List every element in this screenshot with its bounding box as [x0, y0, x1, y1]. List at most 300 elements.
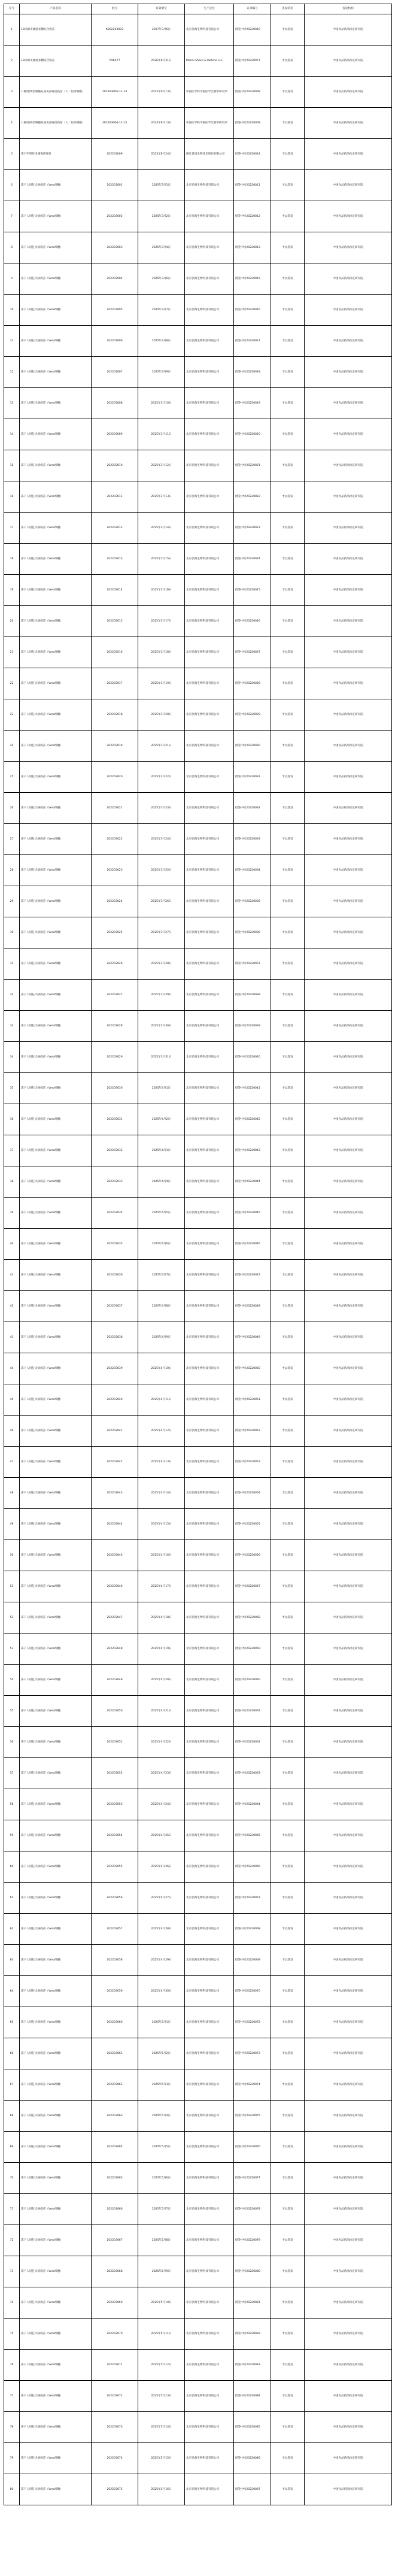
- row-index: 60: [4, 1851, 20, 1883]
- conclusion: 予以签发: [271, 1011, 305, 1042]
- certificate-number: 批签中检20220027: [234, 637, 271, 668]
- product-name: 冻干人用狂犬病疫苗（Vero细胞）: [20, 450, 92, 481]
- table-row: [4, 1384, 392, 1416]
- certificate-number: 批签中检20220039: [234, 1011, 271, 1042]
- manufacturer: 北京民海生物科技有限公司: [185, 1602, 234, 1634]
- conclusion: 予以签发: [271, 1509, 305, 1540]
- certificate-number: 批签中检20220025: [234, 575, 271, 606]
- row-index: 63: [4, 1945, 20, 1976]
- batch-number: 202203014: [92, 575, 138, 606]
- conclusion: 予以签发: [271, 1571, 305, 1602]
- manufacturer: 北京民海生物科技有限公司: [185, 1883, 234, 1914]
- expiry-date: 2025年4月9日: [138, 1322, 185, 1353]
- conclusion: 予以签发: [271, 2194, 305, 2225]
- header-conclusion: 签发结论: [271, 4, 305, 14]
- conclusion: 予以签发: [271, 2132, 305, 2163]
- expiry-date: 2025年3月17日: [138, 606, 185, 637]
- batch-number: 202203059: [92, 1976, 138, 2007]
- table-row: [4, 2101, 392, 2132]
- batch-number: 202203067: [92, 2225, 138, 2256]
- row-index: 34: [4, 1042, 20, 1073]
- batch-number: 202203032: [92, 1135, 138, 1166]
- product-name: 冻干人用狂犬病疫苗（Vero细胞）: [20, 1758, 92, 1789]
- conclusion: 予以签发: [271, 1914, 305, 1945]
- row-index: 55: [4, 1696, 20, 1727]
- row-index: 54: [4, 1665, 20, 1696]
- table-row: [4, 824, 392, 855]
- conclusion: 予以签发: [271, 1198, 305, 1229]
- row-index: 71: [4, 2194, 20, 2225]
- table-row: [4, 2412, 392, 2443]
- batch-number: 202203061: [92, 2038, 138, 2069]
- issuing-agency: 中国食品药品检定研究院: [305, 295, 392, 326]
- row-index: 33: [4, 1011, 20, 1042]
- header-product-name: 产品名称: [20, 4, 92, 14]
- table-row: [4, 1509, 392, 1540]
- certificate-number: 批签中检20220044: [234, 1166, 271, 1198]
- certificate-number: 批签中检20220074: [234, 2069, 271, 2101]
- expiry-date: 2025年4月23日: [138, 1758, 185, 1789]
- conclusion: 予以签发: [271, 886, 305, 917]
- product-name: 冻干人用狂犬病疫苗（Vero细胞）: [20, 2443, 92, 2474]
- manufacturer: 北京民海生物科技有限公司: [185, 1291, 234, 1322]
- conclusion: 予以签发: [271, 1353, 305, 1384]
- product-name: 冻干人用狂犬病疫苗（Vero细胞）: [20, 232, 92, 263]
- table-row: [4, 762, 392, 793]
- row-index: 76: [4, 2350, 20, 2381]
- issuing-agency: 中国食品药品检定研究院: [305, 1914, 392, 1945]
- product-name: 冻干人用狂犬病疫苗（Vero细胞）: [20, 1883, 92, 1914]
- product-name: 冻干人用狂犬病疫苗（Vero细胞）: [20, 1291, 92, 1322]
- row-index: 41: [4, 1260, 20, 1291]
- table-row: [4, 948, 392, 980]
- issuing-agency: 中国食品药品检定研究院: [305, 886, 392, 917]
- table-row: [4, 1353, 392, 1384]
- row-index: 72: [4, 2225, 20, 2256]
- manufacturer: 北京民海生物科技有限公司: [185, 1509, 234, 1540]
- row-index: 2: [4, 46, 20, 77]
- expiry-date: 2025年5月8日: [138, 2225, 185, 2256]
- row-index: 36: [4, 1104, 20, 1135]
- table-row: [4, 886, 392, 917]
- certificate-number: 批签中检20220038: [234, 980, 271, 1011]
- expiry-date: 2023年9月13日: [138, 77, 185, 108]
- issuing-agency: 中国食品药品检定研究院: [305, 1198, 392, 1229]
- batch-number: 202203055: [92, 1851, 138, 1883]
- product-name: 冻干人用狂犬病疫苗（Vero细胞）: [20, 2412, 92, 2443]
- row-index: 37: [4, 1135, 20, 1166]
- table-row: [4, 357, 392, 388]
- issuing-agency: 中国食品药品检定研究院: [305, 2194, 392, 2225]
- expiry-date: 2025年3月9日: [138, 357, 185, 388]
- batch-number: 202203019: [92, 731, 138, 762]
- header-expiry-date: 有效期至: [138, 4, 185, 14]
- conclusion: 予以签发: [271, 419, 305, 450]
- expiry-date: 2025年5月9日: [138, 2256, 185, 2287]
- product-name: 冻干人用狂犬病疫苗（Vero细胞）: [20, 762, 92, 793]
- manufacturer: 北京民海生物科技有限公司: [185, 1011, 234, 1042]
- row-index: 53: [4, 1634, 20, 1665]
- expiry-date: 2025年3月29日: [138, 980, 185, 1011]
- certificate-number: 批签中检20220052: [234, 1416, 271, 1447]
- conclusion: 予以签发: [271, 575, 305, 606]
- table-row: [4, 2381, 392, 2412]
- expiry-date: 2025年3月8日: [138, 326, 185, 357]
- manufacturer: 北京民海生物科技有限公司: [185, 2474, 234, 2505]
- manufacturer: Merck Sharp & Dohme LLC: [185, 46, 234, 77]
- document-page: [4, 4, 391, 2505]
- certificate-number: 批签中检20220042: [234, 1104, 271, 1135]
- table-row: [4, 46, 392, 77]
- conclusion: 予以签发: [271, 1540, 305, 1571]
- manufacturer: 北京民海生物科技有限公司: [185, 1665, 234, 1696]
- product-name: 冻干人用狂犬病疫苗（Vero细胞）: [20, 1634, 92, 1665]
- table-row: [4, 668, 392, 699]
- batch-number: 202203003: [92, 232, 138, 263]
- batch-number: 202203022: [92, 824, 138, 855]
- row-index: 15: [4, 450, 20, 481]
- batch-number: 202203009: [92, 419, 138, 450]
- manufacturer: 北京民海生物科技有限公司: [185, 1104, 234, 1135]
- conclusion: 予以签发: [271, 2163, 305, 2194]
- certificate-number: 批签中检20220061: [234, 1696, 271, 1727]
- conclusion: 予以签发: [271, 1260, 305, 1291]
- batch-number: 202203011: [92, 481, 138, 513]
- table-row: [4, 2132, 392, 2163]
- expiry-date: 2025年5月2日: [138, 2038, 185, 2069]
- product-name: 冻干人用狂犬病疫苗（Vero细胞）: [20, 170, 92, 201]
- batch-number: 202203046: [92, 1571, 138, 1602]
- issuing-agency: 中国食品药品检定研究院: [305, 1322, 392, 1353]
- table-row: [4, 1914, 392, 1945]
- manufacturer: 北京民海生物科技有限公司: [185, 637, 234, 668]
- expiry-date: 2025年3月23日: [138, 793, 185, 824]
- expiry-date: 2025年3月15日: [138, 544, 185, 575]
- manufacturer: 北京民海生物科技有限公司: [185, 575, 234, 606]
- conclusion: 予以签发: [271, 1135, 305, 1166]
- product-name: 冻干人用狂犬病疫苗（Vero细胞）: [20, 1789, 92, 1820]
- expiry-date: 2025年5月6日: [138, 2163, 185, 2194]
- batch-number: 202203038: [92, 1322, 138, 1353]
- product-name: 冻干人用狂犬病疫苗（Vero细胞）: [20, 1914, 92, 1945]
- table-row: [4, 1602, 392, 1634]
- product-name: 冻干人用狂犬病疫苗（Vero细胞）: [20, 2225, 92, 2256]
- conclusion: 予以签发: [271, 1851, 305, 1883]
- batch-number: 202203012: [92, 513, 138, 544]
- row-index: 78: [4, 2412, 20, 2443]
- row-index: 10: [4, 295, 20, 326]
- batch-number: 202203040: [92, 1384, 138, 1416]
- manufacturer: 北京民海生物科技有限公司: [185, 1945, 234, 1976]
- row-index: 67: [4, 2069, 20, 2101]
- manufacturer: 中国医学科学院医学生物学研究所: [185, 77, 234, 108]
- product-name: 13价肺炎球菌多糖结合疫苗: [20, 46, 92, 77]
- manufacturer: 北京民海生物科技有限公司: [185, 1322, 234, 1353]
- table-row: [4, 2007, 392, 2038]
- batch-number: 202203015: [92, 606, 138, 637]
- expiry-date: 2025年5月5日: [138, 2132, 185, 2163]
- batch-number: 202203029: [92, 1042, 138, 1073]
- issuing-agency: 中国食品药品检定研究院: [305, 1011, 392, 1042]
- expiry-date: 2025年3月31日: [138, 1042, 185, 1073]
- table-row: [4, 1727, 392, 1758]
- batch-number: 202203050: [92, 1696, 138, 1727]
- product-name: 冻干人用狂犬病疫苗（Vero细胞）: [20, 793, 92, 824]
- batch-number: 202203053: [92, 1789, 138, 1820]
- issuing-agency: 中国食品药品检定研究院: [305, 388, 392, 419]
- product-name: 冻干人用狂犬病疫苗（Vero细胞）: [20, 1602, 92, 1634]
- manufacturer: 北京民海生物科技有限公司: [185, 793, 234, 824]
- row-index: 45: [4, 1384, 20, 1416]
- header-manufacturer: 生产企业: [185, 4, 234, 14]
- certificate-number: 批签中检20220086: [234, 2443, 271, 2474]
- batch-number: 202203017: [92, 668, 138, 699]
- conclusion: 予以签发: [271, 388, 305, 419]
- expiry-date: 2025年4月17日: [138, 1571, 185, 1602]
- product-name: 冻干人用狂犬病疫苗（Vero细胞）: [20, 948, 92, 980]
- product-name: 冻干人用狂犬病疫苗（Vero细胞）: [20, 1509, 92, 1540]
- manufacturer: 北京民海生物科技有限公司: [185, 513, 234, 544]
- issuing-agency: 中国食品药品检定研究院: [305, 762, 392, 793]
- batch-number: 202203033: [92, 1166, 138, 1198]
- row-index: 23: [4, 699, 20, 731]
- product-name: 冻干人用狂犬病疫苗（Vero细胞）: [20, 2132, 92, 2163]
- manufacturer: 北京民海生物科技有限公司: [185, 14, 234, 46]
- row-index: 64: [4, 1976, 20, 2007]
- product-name: 冻干人用狂犬病疫苗（Vero细胞）: [20, 2163, 92, 2194]
- row-index: 24: [4, 731, 20, 762]
- table-row: [4, 793, 392, 824]
- manufacturer: 北京民海生物科技有限公司: [185, 2194, 234, 2225]
- issuing-agency: 中国食品药品检定研究院: [305, 1945, 392, 1976]
- conclusion: 予以签发: [271, 1976, 305, 2007]
- issuing-agency: 中国食品药品检定研究院: [305, 575, 392, 606]
- issuing-agency: 中国食品药品检定研究院: [305, 481, 392, 513]
- batch-number: 202203021: [92, 793, 138, 824]
- certificate-number: 批签中检20220084: [234, 2381, 271, 2412]
- table-row: [4, 2350, 392, 2381]
- manufacturer: 北京民海生物科技有限公司: [185, 2381, 234, 2412]
- certificate-number: 批签中检20220075: [234, 2101, 271, 2132]
- row-index: 46: [4, 1416, 20, 1447]
- row-index: 40: [4, 1229, 20, 1260]
- certificate-number: 批签中检20220048: [234, 1291, 271, 1322]
- expiry-date: 2023年9月13日: [138, 108, 185, 139]
- batch-number: 202203041: [92, 1416, 138, 1447]
- expiry-date: 2025年5月13日: [138, 2381, 185, 2412]
- manufacturer: 北京民海生物科技有限公司: [185, 2319, 234, 2350]
- product-name: 冻干人用狂犬病疫苗（Vero细胞）: [20, 2069, 92, 2101]
- issuing-agency: 中国食品药品检定研究院: [305, 1540, 392, 1571]
- conclusion: 予以签发: [271, 481, 305, 513]
- product-name: 冻干人用狂犬病疫苗（Vero细胞）: [20, 1166, 92, 1198]
- table-row: [4, 699, 392, 731]
- row-index: 57: [4, 1758, 20, 1789]
- product-name: 冻干人用狂犬病疫苗（Vero细胞）: [20, 1665, 92, 1696]
- table-row: [4, 855, 392, 886]
- certificate-number: 批签中检20220069: [234, 1945, 271, 1976]
- row-index: 48: [4, 1478, 20, 1509]
- certificate-number: 批签中检20220010: [234, 14, 271, 46]
- product-name: 冻干人用狂犬病疫苗（Vero细胞）: [20, 606, 92, 637]
- certificate-number: 批签中检20220033: [234, 824, 271, 855]
- manufacturer: 北京民海生物科技有限公司: [185, 2256, 234, 2287]
- conclusion: 予以签发: [271, 46, 305, 77]
- batch-number: 202203058: [92, 1945, 138, 1976]
- issuing-agency: 中国食品药品检定研究院: [305, 77, 392, 108]
- row-index: 49: [4, 1509, 20, 1540]
- row-index: 69: [4, 2132, 20, 2163]
- expiry-date: 2025年4月27日: [138, 1883, 185, 1914]
- issuing-agency: 中国食品药品检定研究院: [305, 544, 392, 575]
- product-name: 冻干人用狂犬病疫苗（Vero细胞）: [20, 295, 92, 326]
- product-name: 冻干人用狂犬病疫苗（Vero细胞）: [20, 481, 92, 513]
- manufacturer: 北京民海生物科技有限公司: [185, 1384, 234, 1416]
- expiry-date: 2025年5月16日: [138, 2474, 185, 2505]
- issuing-agency: 中国食品药品检定研究院: [305, 824, 392, 855]
- batch-release-table: [4, 4, 392, 2505]
- batch-number: 202203008: [92, 388, 138, 419]
- issuing-agency: 中国食品药品检定研究院: [305, 917, 392, 948]
- manufacturer: 北京民海生物科技有限公司: [185, 1073, 234, 1104]
- certificate-number: 批签中检20220046: [234, 1229, 271, 1260]
- certificate-number: 批签中检20220043: [234, 1135, 271, 1166]
- row-index: 75: [4, 2319, 20, 2350]
- batch-number: 202203054: [92, 1820, 138, 1851]
- conclusion: 予以签发: [271, 1789, 305, 1820]
- product-name: 冻干人用狂犬病疫苗（Vero细胞）: [20, 419, 92, 450]
- conclusion: 予以签发: [271, 1291, 305, 1322]
- certificate-number: 批签中检20220078: [234, 2194, 271, 2225]
- expiry-date: 2025年4月28日: [138, 1914, 185, 1945]
- table-row: [4, 1634, 392, 1665]
- issuing-agency: 中国食品药品检定研究院: [305, 513, 392, 544]
- batch-number: 202203007: [92, 357, 138, 388]
- conclusion: 予以签发: [271, 2319, 305, 2350]
- table-row: [4, 2287, 392, 2319]
- product-name: 冻干人用狂犬病疫苗（Vero细胞）: [20, 1976, 92, 2007]
- batch-number: 202203010: [92, 450, 138, 481]
- expiry-date: 2025年3月22日: [138, 762, 185, 793]
- issuing-agency: 中国食品药品检定研究院: [305, 699, 392, 731]
- batch-number: 202203043: [92, 1478, 138, 1509]
- batch-number: 202203071: [92, 2350, 138, 2381]
- row-index: 73: [4, 2256, 20, 2287]
- product-name: 冻干人用狂犬病疫苗（Vero细胞）: [20, 637, 92, 668]
- row-index: 5: [4, 139, 20, 170]
- table-row: [4, 1073, 392, 1104]
- manufacturer: 北京民海生物科技有限公司: [185, 1478, 234, 1509]
- product-name: 冻干人用狂犬病疫苗（Vero细胞）: [20, 513, 92, 544]
- table-row: [4, 513, 392, 544]
- row-index: 80: [4, 2474, 20, 2505]
- conclusion: 予以签发: [271, 637, 305, 668]
- expiry-date: 2026年8月31日: [138, 46, 185, 77]
- certificate-number: 批签中检20220032: [234, 793, 271, 824]
- issuing-agency: 中国食品药品检定研究院: [305, 2132, 392, 2163]
- table-row: [4, 1135, 392, 1166]
- manufacturer: 北京民海生物科技有限公司: [185, 606, 234, 637]
- expiry-date: 2025年3月10日: [138, 388, 185, 419]
- expiry-date: 2025年4月13日: [138, 1447, 185, 1478]
- manufacturer: 北京民海生物科技有限公司: [185, 1851, 234, 1883]
- conclusion: 予以签发: [271, 1384, 305, 1416]
- issuing-agency: 中国食品药品检定研究院: [305, 855, 392, 886]
- product-name: 冻干人用狂犬病疫苗（Vero细胞）: [20, 2256, 92, 2287]
- issuing-agency: 中国食品药品检定研究院: [305, 1883, 392, 1914]
- conclusion: 予以签发: [271, 606, 305, 637]
- expiry-date: 2025年5月14日: [138, 2412, 185, 2443]
- conclusion: 予以签发: [271, 2225, 305, 2256]
- issuing-agency: 中国食品药品检定研究院: [305, 46, 392, 77]
- expiry-date: 2025年3月18日: [138, 637, 185, 668]
- batch-number: 202203056: [92, 1883, 138, 1914]
- issuing-agency: 中国食品药品检定研究院: [305, 170, 392, 201]
- certificate-number: 批签中检20220045: [234, 1198, 271, 1229]
- issuing-agency: 中国食品药品检定研究院: [305, 201, 392, 232]
- issuing-agency: 中国食品药品检定研究院: [305, 1851, 392, 1883]
- row-index: 4: [4, 108, 20, 139]
- manufacturer: 北京民海生物科技有限公司: [185, 1571, 234, 1602]
- table-row: [4, 1104, 392, 1135]
- conclusion: 予以签发: [271, 1602, 305, 1634]
- issuing-agency: 中国食品药品检定研究院: [305, 1353, 392, 1384]
- batch-number: 202203066: [92, 2194, 138, 2225]
- expiry-date: 2025年4月25日: [138, 1820, 185, 1851]
- issuing-agency: 中国食品药品检定研究院: [305, 1042, 392, 1073]
- batch-number: 202203064: [92, 2132, 138, 2163]
- expiry-date: 2025年4月1日: [138, 1073, 185, 1104]
- manufacturer: 北京民海生物科技有限公司: [185, 263, 234, 295]
- issuing-agency: 中国食品药品检定研究院: [305, 1789, 392, 1820]
- table-row: [4, 388, 392, 419]
- issuing-agency: 中国食品药品检定研究院: [305, 1571, 392, 1602]
- table-row: [4, 2319, 392, 2350]
- certificate-number: 批签中检20220064: [234, 1789, 271, 1820]
- manufacturer: 北京民海生物科技有限公司: [185, 1198, 234, 1229]
- issuing-agency: 中国食品药品检定研究院: [305, 2163, 392, 2194]
- manufacturer: 北京民海生物科技有限公司: [185, 762, 234, 793]
- certificate-number: 批签中检20220036: [234, 917, 271, 948]
- table-row: [4, 326, 392, 357]
- manufacturer: 北京民海生物科技有限公司: [185, 1416, 234, 1447]
- batch-number: 202203005: [92, 295, 138, 326]
- issuing-agency: 中国食品药品检定研究院: [305, 1634, 392, 1665]
- batch-number: 202203037: [92, 1291, 138, 1322]
- manufacturer: 北京民海生物科技有限公司: [185, 357, 234, 388]
- table-row: [4, 201, 392, 232]
- conclusion: 予以签发: [271, 1104, 305, 1135]
- manufacturer: 北京民海生物科技有限公司: [185, 699, 234, 731]
- batch-number: 202203024: [92, 886, 138, 917]
- product-name: 冻干人用狂犬病疫苗（Vero细胞）: [20, 1478, 92, 1509]
- row-index: 8: [4, 232, 20, 263]
- issuing-agency: 中国食品药品检定研究院: [305, 1696, 392, 1727]
- conclusion: 予以签发: [271, 232, 305, 263]
- issuing-agency: 中国食品药品检定研究院: [305, 326, 392, 357]
- expiry-date: 2023年8月24日: [138, 139, 185, 170]
- certificate-number: 批签中检20220068: [234, 1914, 271, 1945]
- row-index: 13: [4, 388, 20, 419]
- conclusion: 予以签发: [271, 108, 305, 139]
- expiry-date: 2025年3月25日: [138, 855, 185, 886]
- batch-number: 202203004: [92, 263, 138, 295]
- table-row: [4, 419, 392, 450]
- conclusion: 予以签发: [271, 201, 305, 232]
- batch-number: 202203068: [92, 2256, 138, 2287]
- product-name: 冻干人用狂犬病疫苗（Vero细胞）: [20, 357, 92, 388]
- batch-number: 202203062: [92, 2069, 138, 2101]
